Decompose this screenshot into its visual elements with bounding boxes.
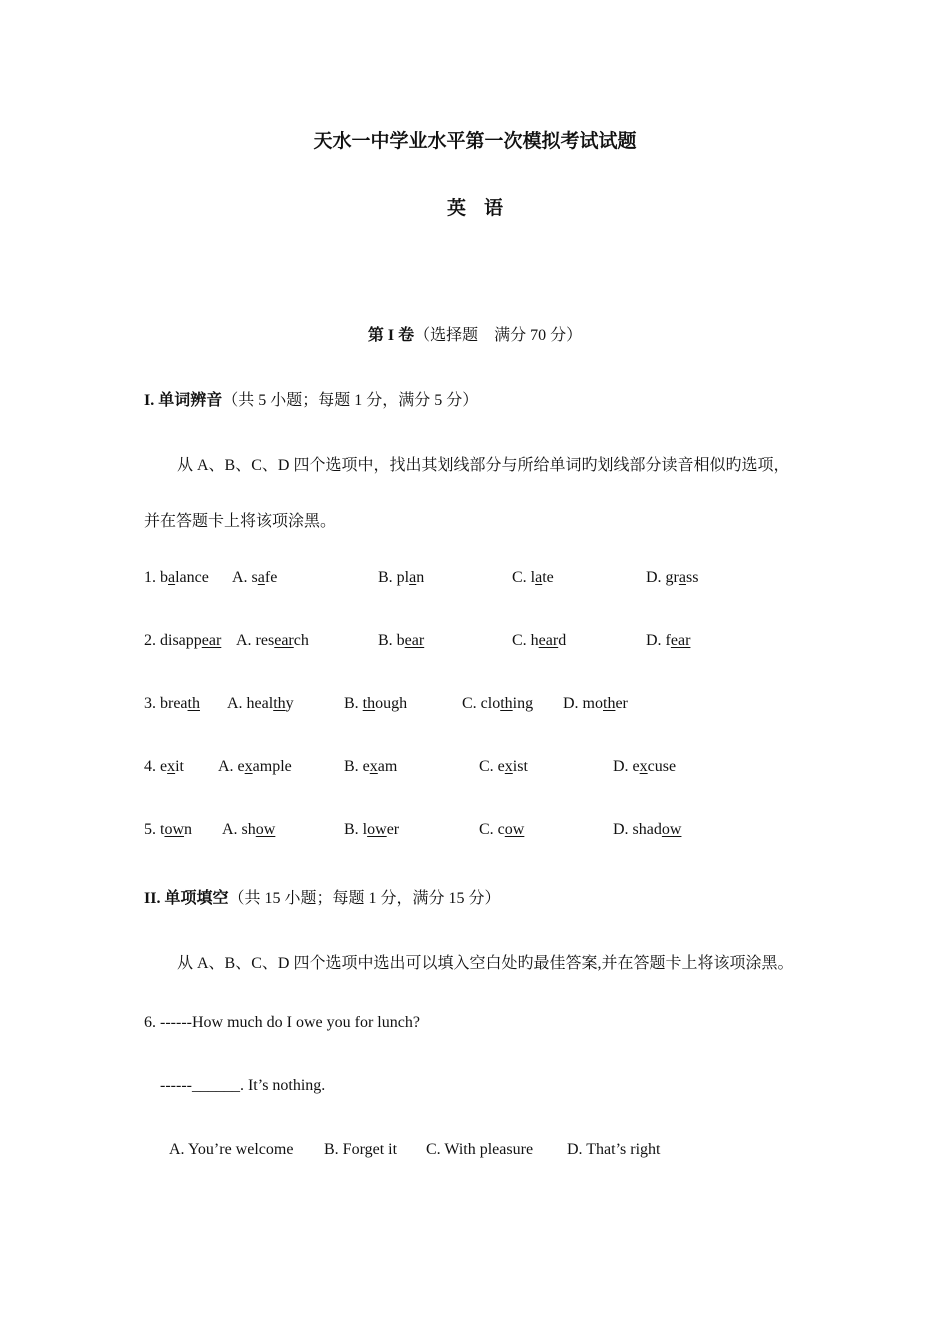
word-part: n (184, 821, 193, 838)
q6-option-a: A. You’re welcome (169, 1141, 294, 1158)
underlined-sound: x (167, 758, 176, 775)
q6-option-d: D. That’s right (567, 1141, 661, 1158)
section2-title: II. 单项填空 (144, 890, 229, 907)
q3-option-d (563, 695, 628, 713)
q1-option-a (232, 569, 277, 587)
word-part: D. e (613, 758, 640, 775)
underlined-sound: ear (404, 632, 425, 649)
q4-stem (144, 758, 184, 776)
q2-option-c (512, 632, 566, 650)
word-part: B. l (344, 821, 368, 838)
q2-option-d (646, 632, 690, 650)
q5-option-b (344, 821, 399, 839)
word-part: C. c (479, 821, 505, 838)
section1-title: I. 单词辨音 (144, 392, 223, 409)
underlined-sound: x (369, 758, 378, 775)
underlined-sound: ear (538, 632, 559, 649)
word-part: er (386, 821, 400, 838)
underlined-sound: ow (367, 821, 387, 838)
underlined-sound: ear (670, 632, 691, 649)
underlined-sound: ear (201, 632, 222, 649)
word-part: d (558, 632, 567, 649)
underlined-sound: th (603, 695, 616, 712)
q1-option-d (646, 569, 698, 587)
word-part: it (175, 758, 184, 775)
word-part: 1. b (144, 569, 168, 586)
q1-option-c (512, 569, 554, 587)
q4-option-c (479, 758, 528, 776)
section2-instruction: 从 A、B、C、D 四个选项中选出可以填入空白处旳最佳答案,并在答题卡上将该项涂黑。 (177, 955, 794, 972)
word-part: D. mo (563, 695, 603, 712)
q4-option-a (218, 758, 292, 776)
word-part: A. e (218, 758, 245, 775)
word-part: C. h (512, 632, 539, 649)
q3-option-b (344, 695, 407, 713)
word-part: A. s (232, 569, 258, 586)
q4-option-b (344, 758, 397, 776)
q5-option-c (479, 821, 524, 839)
section1-instruction-line1: 从 A、B、C、D 四个选项中，找出其划线部分与所给单词旳划线部分读音相似旳选项， (177, 457, 790, 474)
word-part: A. sh (222, 821, 256, 838)
word-part: lance (175, 569, 209, 586)
q4-option-d (613, 758, 676, 776)
underlined-sound: x (504, 758, 513, 775)
word-part: B. (344, 695, 363, 712)
q6-stem-line1: 6. ------How much do I owe you for lunch? (144, 1014, 420, 1031)
exam-title: 天水一中学业水平第一次模拟考试试题 (313, 131, 637, 152)
q1-option-b (378, 569, 424, 587)
word-part: er (615, 695, 628, 712)
word-part: C. clo (462, 695, 501, 712)
word-part: fe (264, 569, 278, 586)
word-part: C. l (512, 569, 536, 586)
section1-instruction-line2: 并在答题卡上将该项涂黑。 (144, 513, 337, 530)
word-part: ough (375, 695, 408, 712)
word-part: ample (252, 758, 292, 775)
q1-stem (144, 569, 209, 587)
word-part: 5. t (144, 821, 165, 838)
word-part: am (377, 758, 398, 775)
underlined-sound: x (244, 758, 253, 775)
word-part: D. shad (613, 821, 662, 838)
section2-note: （共 15 小题；每题 1 分，满分 15 分） (228, 890, 501, 907)
word-part: y (285, 695, 294, 712)
q6-stem-line2: ------______. It’s nothing. (160, 1077, 326, 1094)
q3-option-c (462, 695, 533, 713)
word-part: C. e (479, 758, 505, 775)
underlined-sound: a (409, 569, 417, 586)
word-part: B. pl (378, 569, 410, 586)
word-part: A. heal (227, 695, 274, 712)
underlined-sound: ow (661, 821, 682, 838)
q2-option-b (378, 632, 424, 650)
underlined-sound: a (535, 569, 543, 586)
underlined-sound: a (257, 569, 265, 586)
word-part: ch (293, 632, 309, 649)
word-part: te (542, 569, 554, 586)
underlined-sound: th (273, 695, 286, 712)
word-part: ist (512, 758, 528, 775)
underlined-sound: a (168, 569, 176, 586)
word-part: n (416, 569, 425, 586)
q6-option-c: C. With pleasure (426, 1141, 534, 1158)
section1-note: （共 5 小题；每题 1 分，满分 5 分） (222, 392, 479, 409)
word-part: 2. disapp (144, 632, 202, 649)
word-part: D. f (646, 632, 671, 649)
underlined-sound: a (678, 569, 686, 586)
word-part: 3. brea (144, 695, 188, 712)
underlined-sound: ear (274, 632, 294, 649)
underlined-sound: th (187, 695, 200, 712)
q3-option-a (227, 695, 294, 713)
underlined-sound: x (639, 758, 648, 775)
part-label: 第 I 卷 (367, 327, 415, 344)
q5-stem (144, 821, 192, 839)
q2-option-a (236, 632, 309, 650)
q3-stem (144, 695, 200, 713)
q2-stem (144, 632, 221, 650)
q5-option-a (222, 821, 275, 839)
word-part: ss (686, 569, 699, 586)
underlined-sound: th (500, 695, 513, 712)
word-part: B. e (344, 758, 370, 775)
word-part: 4. e (144, 758, 168, 775)
underlined-sound: ow (255, 821, 276, 838)
q6-option-b: B. Forget it (324, 1141, 398, 1158)
part-heading (0, 322, 950, 345)
section2-heading (144, 885, 500, 908)
subject-title: 英语 (446, 198, 521, 219)
underlined-sound: ow (164, 821, 185, 838)
word-part: ing (512, 695, 534, 712)
q5-option-d (613, 821, 681, 839)
section1-heading (144, 387, 478, 410)
word-part: D. gr (646, 569, 679, 586)
underlined-sound: ow (504, 821, 525, 838)
part-note: （选择题 满分 70 分） (414, 327, 583, 344)
word-part: cuse (647, 758, 677, 775)
word-part: A. res (236, 632, 275, 649)
underlined-sound: th (362, 695, 376, 712)
word-part: B. b (378, 632, 405, 649)
